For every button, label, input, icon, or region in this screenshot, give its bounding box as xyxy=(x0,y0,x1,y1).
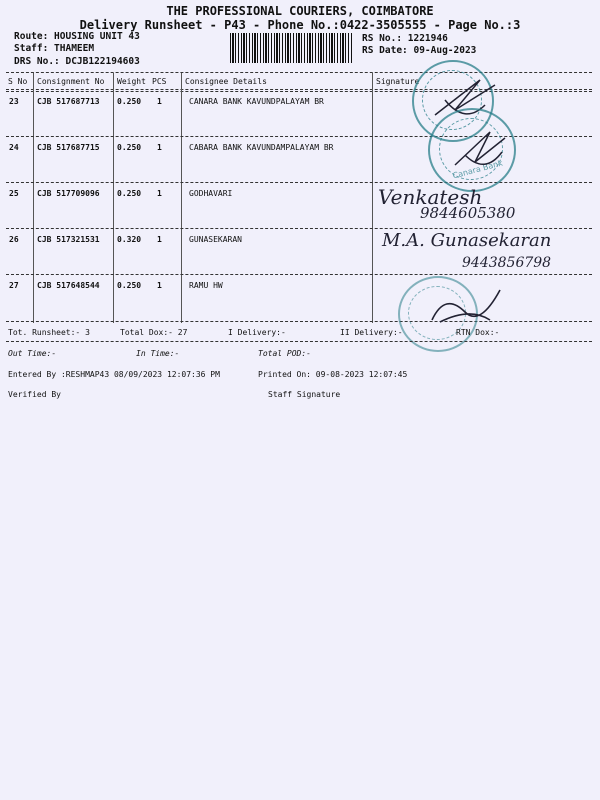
col-divider xyxy=(113,73,114,323)
row-rule xyxy=(6,274,592,275)
row-consignee: GODHAVARI xyxy=(189,189,233,198)
row-consignment: CJB 517648544 xyxy=(37,281,100,290)
in-time: In Time:- xyxy=(136,349,180,358)
verified-by: Verified By xyxy=(8,390,61,399)
rtn-dox: RTN Dox:- xyxy=(456,328,500,337)
sheet-title: Delivery Runsheet - P43 - Phone No.:0422-3505555 - Page No.:3 xyxy=(79,18,521,32)
row-weight: 0.250 xyxy=(117,97,142,106)
barcode xyxy=(230,33,352,63)
row-sno: 23 xyxy=(9,97,19,106)
total-runsheet: Tot. Runsheet:- 3 xyxy=(8,328,90,337)
row-consignee: CANARA BANK KAVUNDPALAYAM BR xyxy=(189,97,324,106)
row-consignment: CJB 517321531 xyxy=(37,235,100,244)
totals-rule xyxy=(6,341,592,342)
col-divider xyxy=(372,73,373,323)
col-signature: Signature xyxy=(376,77,420,86)
row-weight: 0.250 xyxy=(117,189,142,198)
row-pcs: 1 xyxy=(157,97,162,106)
rs-number: RS No.: 1221946 xyxy=(362,33,448,44)
out-time: Out Time:- xyxy=(8,349,57,358)
printed-on: Printed On: 09-08-2023 12:07:45 xyxy=(258,370,408,379)
row-sno: 26 xyxy=(9,235,19,244)
col-consignment: Consignment No xyxy=(37,77,105,86)
handwritten-name: Venkatesh xyxy=(378,185,483,209)
staff: Staff: THAMEEM xyxy=(14,43,95,54)
ii-delivery: II Delivery:- xyxy=(340,328,403,337)
row-consignment: CJB 517709096 xyxy=(37,189,100,198)
row-consignee: GUNASEKARAN xyxy=(189,235,242,244)
handwritten-name: M.A. Gunasekaran xyxy=(382,230,552,251)
route: Route: HOUSING UNIT 43 xyxy=(14,31,140,42)
row-weight: 0.320 xyxy=(117,235,142,244)
row-consignment: CJB 517687713 xyxy=(37,97,100,106)
drs-number: DRS No.: DCJB122194603 xyxy=(14,56,140,67)
signature-scribble xyxy=(420,282,515,332)
row-consignee: CABARA BANK KAVUNDAMPALAYAM BR xyxy=(189,143,334,152)
col-sno: S No xyxy=(8,77,28,86)
handwritten-phone: 9844605380 xyxy=(420,204,516,222)
rs-date: RS Date: 09-Aug-2023 xyxy=(362,45,477,56)
staff-signature: Staff Signature xyxy=(268,390,341,399)
row-sno: 25 xyxy=(9,189,19,198)
row-pcs: 1 xyxy=(157,189,162,198)
total-dox: Total Dox:- 27 xyxy=(120,328,188,337)
signature-scribble xyxy=(440,120,520,180)
i-delivery: I Delivery:- xyxy=(228,328,286,337)
row-rule xyxy=(6,228,592,229)
col-divider xyxy=(181,73,182,323)
handwritten-phone: 9443856798 xyxy=(462,255,552,271)
row-consignee: RAMU HW xyxy=(189,281,223,290)
row-pcs: 1 xyxy=(157,281,162,290)
row-pcs: 1 xyxy=(157,143,162,152)
col-weight: Weight xyxy=(117,77,146,86)
row-rule xyxy=(6,182,592,183)
entered-by: Entered By :RESHMAP43 08/09/2023 12:07:36 PM xyxy=(8,370,220,379)
row-sno: 24 xyxy=(9,143,19,152)
col-divider xyxy=(33,73,34,323)
row-pcs: 1 xyxy=(157,235,162,244)
col-consignee: Consignee Details xyxy=(185,77,267,86)
row-weight: 0.250 xyxy=(117,281,142,290)
row-sno: 27 xyxy=(9,281,19,290)
stamp-text: Canara Bank xyxy=(451,158,504,181)
col-pcs: PCS xyxy=(152,77,167,86)
row-weight: 0.250 xyxy=(117,143,142,152)
company-name: THE PROFESSIONAL COURIERS, COIMBATORE xyxy=(166,4,434,18)
row-consignment: CJB 517687715 xyxy=(37,143,100,152)
total-pod: Total POD:- xyxy=(258,349,311,358)
